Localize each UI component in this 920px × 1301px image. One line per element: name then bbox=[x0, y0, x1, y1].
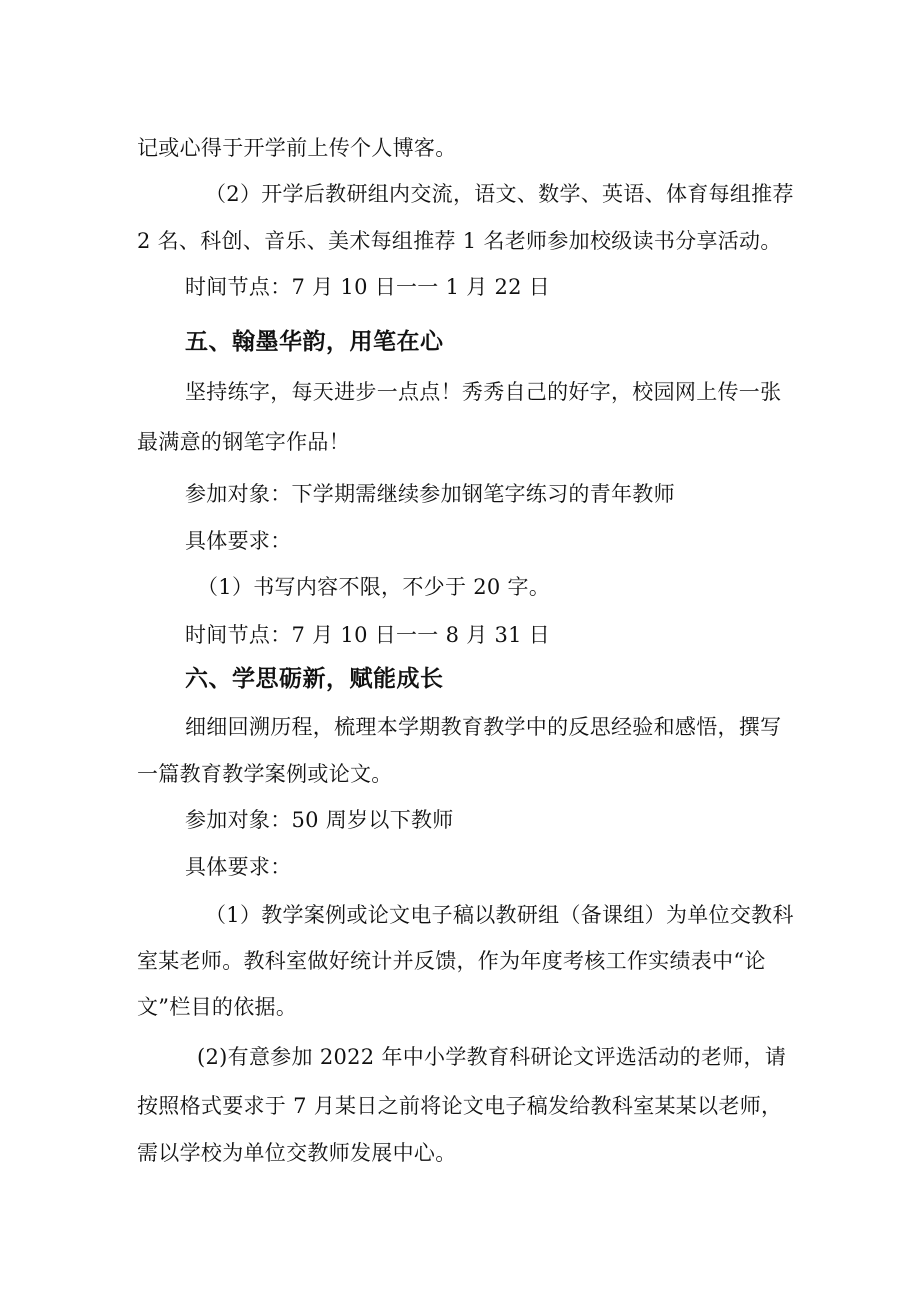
requirements-label: 具体要求： bbox=[185, 529, 292, 553]
list-item-line: (2)有意参加 2022 年中小学教育科研论文评选活动的老师，请 bbox=[197, 1045, 787, 1069]
paragraph-line: 细细回溯历程，梳理本学期教育教学中的反思经验和感悟，撰写 bbox=[185, 715, 782, 739]
list-item-line: （1）书写内容不限，不少于 20 字。 bbox=[197, 575, 551, 599]
participants-line: 参加对象：50 周岁以下教师 bbox=[185, 808, 454, 832]
list-item-line: 需以学校为单位交教师发展中心。 bbox=[137, 1141, 457, 1165]
list-item-line: （2）开学后教研组内交流，语文、数学、英语、体育每组推荐 bbox=[205, 182, 794, 206]
participants-line: 参加对象：下学期需继续参加钢笔字练习的青年教师 bbox=[185, 482, 675, 506]
list-item-line: （1）教学案例或论文电子稿以教研组（备课组）为单位交教科 bbox=[205, 903, 794, 927]
section-heading: 六、学思砺新，赋能成长 bbox=[185, 666, 444, 692]
list-item-line: 2 名、科创、音乐、美术每组推荐 1 名老师参加校级读书分享活动。 bbox=[137, 229, 782, 253]
paragraph-line: 记或心得于开学前上传个人博客。 bbox=[137, 136, 457, 160]
list-item-line: 文”栏目的依据。 bbox=[137, 995, 298, 1019]
paragraph-line: 坚持练字，每天进步一点点！秀秀自己的好字，校园网上传一张 bbox=[185, 380, 782, 404]
section-heading: 五、翰墨华韵，用笔在心 bbox=[185, 329, 444, 355]
list-item-line: 按照格式要求于 7 月某日之前将论文电子稿发给教科室某某以老师， bbox=[137, 1094, 783, 1118]
requirements-label: 具体要求： bbox=[185, 855, 292, 879]
paragraph-line: 一篇教育教学案例或论文。 bbox=[137, 762, 393, 786]
time-node-line: 时间节点：7 月 10 日一一 8 月 31 日 bbox=[185, 623, 551, 647]
time-node-line: 时间节点：7 月 10 日一一 1 月 22 日 bbox=[185, 275, 551, 299]
list-item-line: 室某老师。教科室做好统计并反馈，作为年度考核工作实绩表中“论 bbox=[137, 949, 766, 973]
paragraph-line: 最满意的钢笔字作品！ bbox=[137, 430, 350, 454]
